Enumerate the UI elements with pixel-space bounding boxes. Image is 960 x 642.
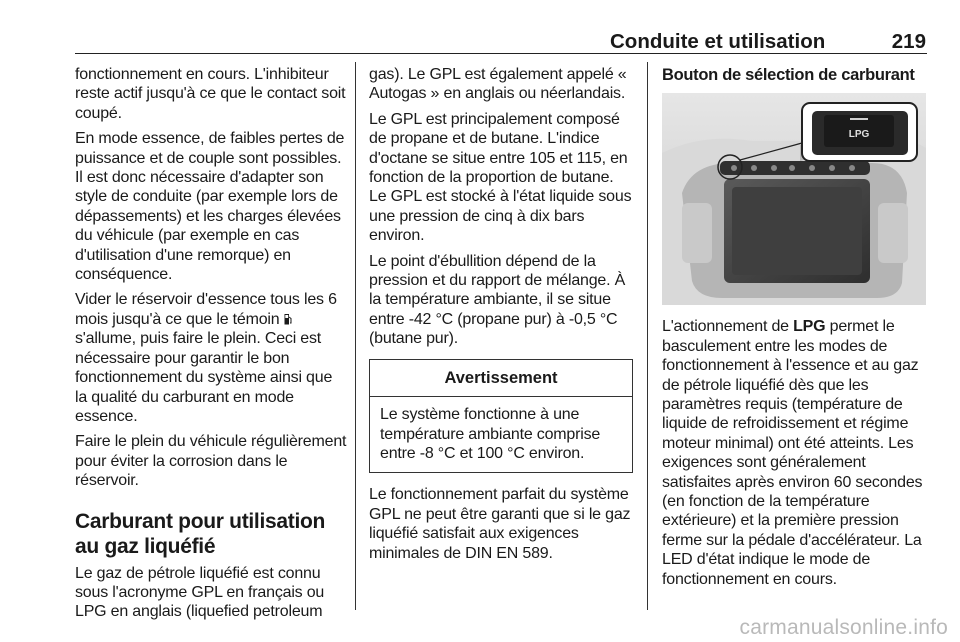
column-3: [662, 65, 926, 595]
section-heading: Carburant pour utilisation au gaz liquéfié: [75, 509, 326, 558]
warning-box: [369, 359, 633, 474]
lpg-button-label: LPG: [848, 129, 870, 141]
warning-title: Avertissement: [370, 360, 632, 397]
paragraph: gas). Le GPL est également appelé « Autogas » en anglais ou néerlandais.: [369, 66, 627, 103]
column-divider-1: [355, 62, 356, 610]
column-divider-2: [647, 62, 648, 610]
column-1: [75, 65, 347, 628]
paragraph: Le fonctionnement parfait du système GPL ne peut être garanti que si le gaz liquéfié satisfait aux exigences minimales de DIN EN 589.: [369, 486, 631, 562]
lpg-button-photo: [662, 93, 926, 305]
paragraph: Vider le réservoir d'essence tous les 6 mois jusqu'à ce que le témoin s'allume, puis faire le plein. Ceci est nécessaire pour garantir le bon fonctionnement du système ainsi que la qualité du carburant en mode essence.: [75, 291, 337, 425]
watermark: carmanualsonline.info: [739, 616, 948, 639]
page-header: [610, 24, 926, 54]
header-divider: [75, 53, 927, 54]
paragraph: fonctionnement en cours. L'inhibiteur reste actif jusqu'à ce que le contact soit coupé.: [75, 66, 346, 122]
lpg-keyword: LPG: [793, 318, 826, 336]
paragraph: L'actionnement de LPG permet le basculement entre les modes de fonctionnement à l'essence et au gaz de pétrole liquéfié dès que les paramètres requis (température de liquide de refroidissement et régime moteur minimal) ont été atteints. Les exigences sont généralement satisfaites après environ 60 secondes (en fonction de la température extérieure) et la première pression ferme sur la pédale d'accélérateur. La LED d'état indique le mode de fonctionnement en cours.: [662, 318, 923, 588]
paragraph: En mode essence, de faibles pertes de puissance et de couple sont possibles. Il est donc nécessaire d'adapter son style de conduite (par exemple lors de dépassements) et les charges élevées du véhicule (par exemple en cas d'utilisation d'une remorque) en conséquence.: [75, 130, 345, 284]
column-2: [369, 65, 633, 569]
paragraph: Le point d'ébullition dépend de la pression et du rapport de mélange. À la température ambiante, il se situe entre -42 °C (propane pur) à -0,5 °C (butane pur).: [369, 252, 626, 348]
paragraph: Faire le plein du véhicule régulièrement pour éviter la corrosion dans le réservoir.: [75, 433, 347, 490]
warning-body: Le système fonctionne à une température ambiante comprise entre -8 °C et 100 °C environ.: [380, 406, 601, 462]
section-heading: Bouton de sélection de carburant: [662, 66, 915, 84]
paragraph: Le GPL est principalement composé de propane et de butane. L'indice d'octane se situe entre 105 et 115, en fonction de la proportion de butane. Le GPL est stocké à l'état liquide sous une pression de cinq à dix bars environ.: [369, 110, 632, 245]
fuel-pump-icon: [284, 313, 292, 325]
paragraph: Le gaz de pétrole liquéfié est connu sous l'acronyme GPL en français ou LPG en anglais (liquefied petroleum: [75, 564, 325, 621]
section-title: Conduite et utilisation: [610, 30, 826, 53]
page-number: 219: [891, 30, 926, 53]
